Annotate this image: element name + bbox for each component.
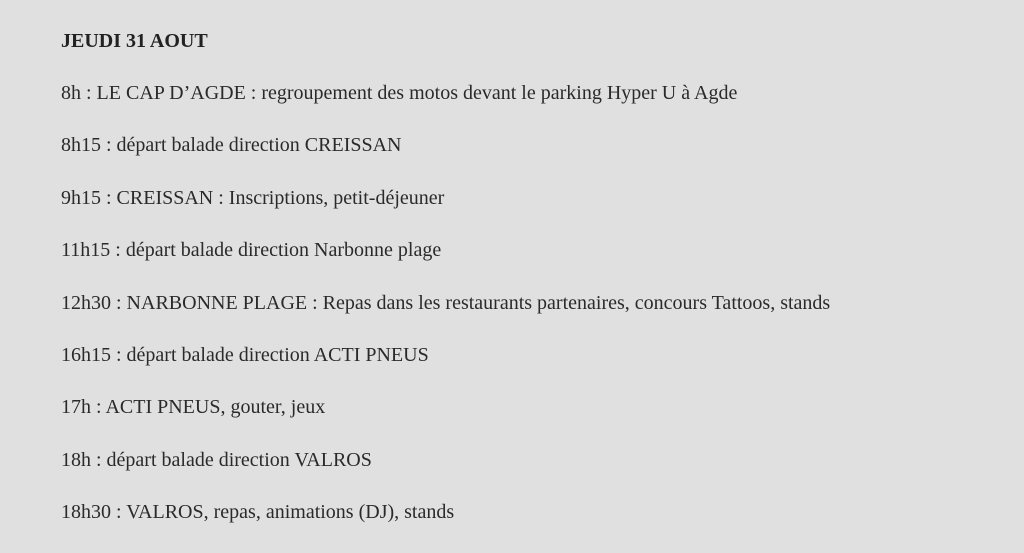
schedule-list xyxy=(61,81,1011,524)
schedule-item: 16h15 : départ balade direction ACTI PNEUS xyxy=(61,343,429,366)
schedule-item: 17h : ACTI PNEUS, gouter, jeux xyxy=(61,396,326,419)
schedule-item: 8h15 : départ balade direction CREISSAN xyxy=(61,134,402,157)
day-heading: JEUDI 31 AOUT xyxy=(61,30,208,52)
schedule-item: 8h : LE CAP D’AGDE : regroupement des motos devant le parking Hyper U à Agde xyxy=(61,82,738,104)
schedule-item: 18h30 : VALROS, repas, animations (DJ), stands xyxy=(61,501,455,524)
schedule-item: 12h30 : NARBONNE PLAGE : Repas dans les restaurants partenaires, concours Tattoos, stands xyxy=(61,291,831,314)
schedule-item: 11h15 : départ balade direction Narbonne plage xyxy=(61,239,442,262)
event-program xyxy=(61,29,1011,553)
schedule-item: 9h15 : CREISSAN : Inscriptions, petit-déjeuner xyxy=(61,186,445,209)
schedule-item: 18h : départ balade direction VALROS xyxy=(61,448,372,471)
